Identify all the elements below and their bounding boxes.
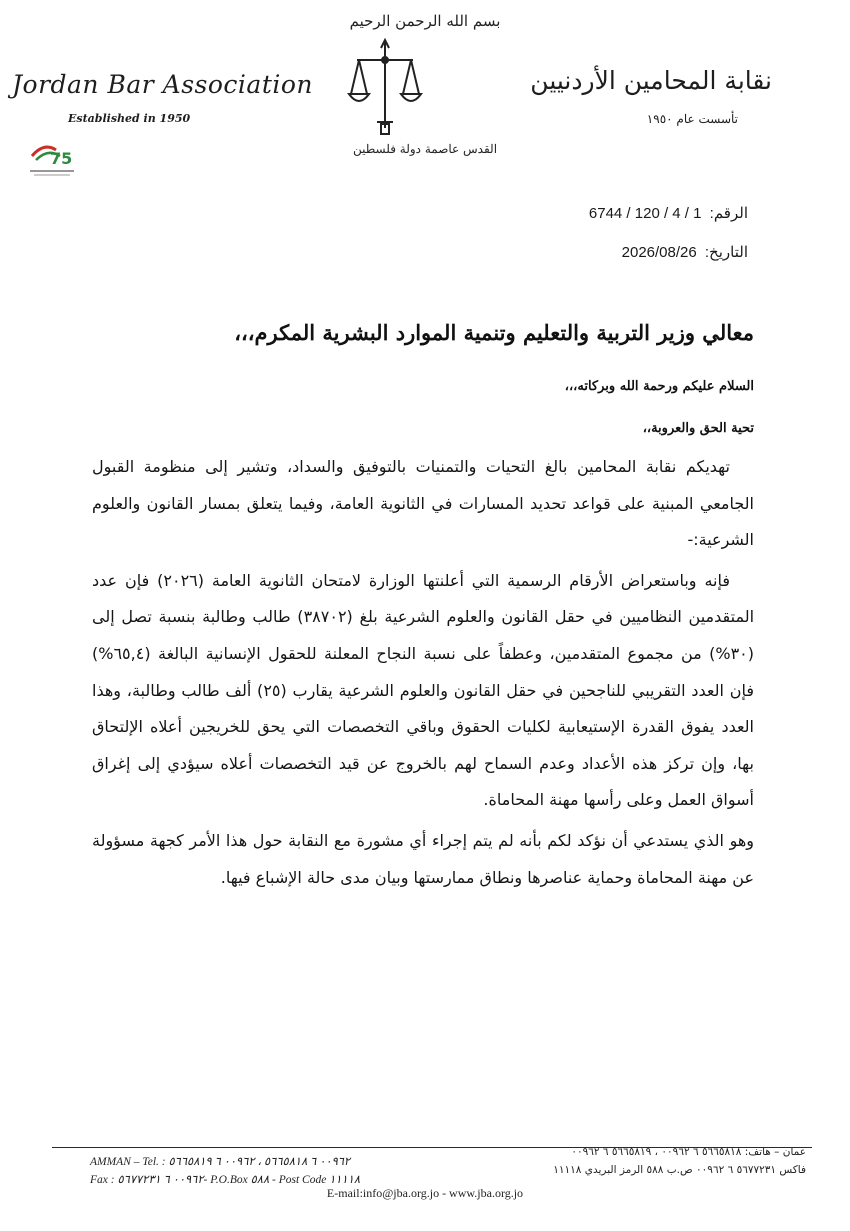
date-label: التاريخ: — [704, 244, 748, 261]
letter-addressee: معالي وزير التربية والتعليم وتنمية الموارد البشرية المكرم،،، — [234, 320, 754, 345]
letter-greeting: السلام عليكم ورحمة الله وبركاته،،، — [564, 379, 754, 394]
org-name-arabic: نقابة المحامين الأردنيين — [530, 66, 772, 95]
established-english: Established in 1950 — [68, 112, 191, 125]
body-paragraph: وهو الذي يستدعي أن نؤكد لكم بأنه لم يتم إجراء أي مشورة مع النقابة حول هذا الأمر كجهة مسؤولة عن مهنة المحاماة وحماية عناصرها ونطاق ممارستها وبيان مدى حالة الإشباع فيها. — [92, 830, 754, 887]
anniversary-number: 75 — [50, 149, 73, 168]
footer-arabic-phone: عمان – هاتف: ٥٦٦٥٨١٨ ٦ ٠٠٩٦٢ ، ٥٦٦٥٨١٩ ٦ ٠٠٩٦٢ — [571, 1146, 806, 1158]
established-arabic: تأسست عام ١٩٥٠ — [646, 112, 738, 126]
footer-email-website: E-mail:info@jba.org.jo - www.jba.org.jo — [326, 1186, 524, 1200]
body-paragraph: فإنه وباستعراض الأرقام الرسمية التي أعلنتها الوزارة لامتحان الثانوية العامة (٢٠٢٦) فإن عدد المتقدمين النظاميين في حقل القانون والعلوم الشرعية بلغ (٣٨٧٠٢) طالب وطالبة بنسبة تصل إلى (٣٠%) من مجموع المتقدمين، وعطفاً على نسبة النجاح المعلنة للحقول الإنسانية البالغة (٦٥,٤%) فإن العدد التقريبي للناجحين في حقل القانون والعلوم الشرعية يقارب (٢٥) ألف طالب وطالبة، وهذا العدد يفوق القدرة الإستيعابية لكليات الحقوق وباقي التخصصات التي يحق للخريجين أعلاه الإلتحاق بها، وإن تركز هذه الأعداد وعدم السماح لهم بالخروج عن قيد التخصصات أعلاه سيؤدي إلى إغراق أسواق العمل وعلى رأسها مهنة المحاماة. — [92, 570, 755, 810]
basmala: بسم الله الرحمن الرحيم — [349, 12, 501, 30]
reference-label: الرقم: — [709, 205, 748, 222]
letter-date — [622, 243, 748, 261]
date-value: 2026/08/26 — [621, 244, 697, 261]
scales-of-justice-emblem — [345, 36, 425, 144]
reference-number — [589, 204, 748, 222]
footer-arabic-fax: فاكس ٥٦٧٧٢٣١ ٦ ٠٠٩٦٢ ص.ب ٥٨٨ الرمز البريدي ١١١١٨ — [553, 1164, 806, 1176]
body-paragraph: تهديكم نقابة المحامين بالغ التحيات والتمنيات بالتوفيق والسداد، وتشير إلى منظومة القبول الجامعي المبنية على قواعد تحديد المسارات في الثانوية العامة، وفيما يتعلق بمسار القانون والعلوم الشرعية:- — [92, 457, 754, 550]
motto-text: القدس عاصمة دولة فلسطين — [352, 142, 498, 156]
reference-value: 6744 / 120 / 4 / 1 — [588, 205, 702, 222]
letter-body — [92, 449, 754, 900]
footer-english-fax: Fax : ٠٠٩٦٢ ٦ ٥٦٧٧٢٣١- P.O.Box ٥٨٨ - Post Code ١١١١٨ — [90, 1174, 361, 1186]
org-name-english: Jordan Bar Association — [12, 70, 314, 99]
anniversary-75-logo — [26, 138, 78, 178]
letter-salute: تحية الحق والعروبة،، — [642, 421, 754, 436]
footer-english-phone: AMMAN – Tel. : ٠٠٩٦٢ ٦ ٥٦٦٥٨١٨ ، ٠٠٩٦٢ ٦ ٥٦٦٥٨١٩ — [90, 1156, 351, 1168]
